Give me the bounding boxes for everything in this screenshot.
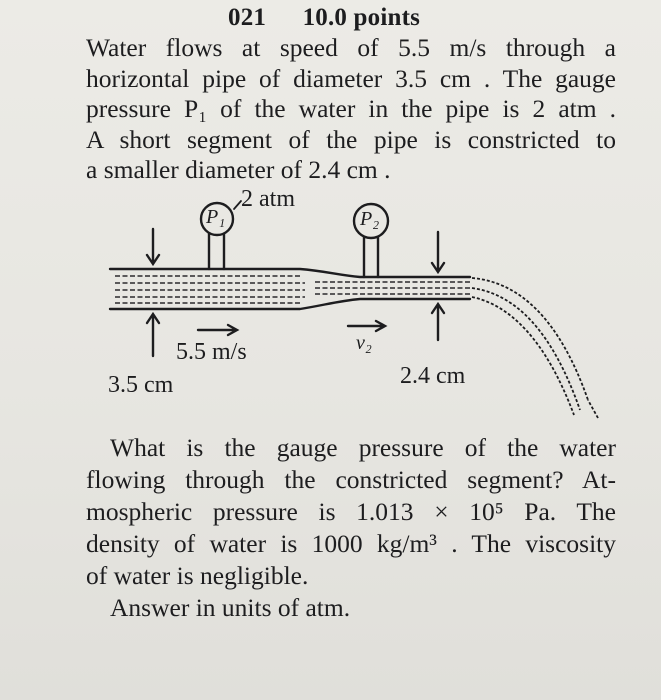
question-line: Answer in units of atm. xyxy=(110,593,351,622)
question-line: flowing through the constricted segment? At- xyxy=(86,465,616,494)
question-text xyxy=(86,432,616,624)
problem-points: 10.0 points xyxy=(302,4,421,31)
gauge-1-label: P₁ xyxy=(206,206,226,228)
statement-line: Water flows at speed of 5.5 m/s through a xyxy=(86,33,616,62)
gauge-1-stem xyxy=(209,234,224,269)
question-line: What is the gauge pressure of the water xyxy=(110,433,616,462)
gauge-2-label: P₂ xyxy=(360,208,380,230)
diameter-2-label: 2.4 cm xyxy=(400,363,466,389)
problem-number: 021 xyxy=(228,4,267,31)
question-line: density of water is 1000 kg/m³ . The viscosity xyxy=(86,529,616,558)
speed-2-label: v₂ xyxy=(356,332,372,354)
water-jet xyxy=(472,278,598,418)
diameter-1-top-arrow xyxy=(147,229,159,264)
question-line: of water is negligible. xyxy=(86,561,309,590)
diameter-1-bottom-arrow xyxy=(147,314,159,356)
statement-line: pressure P₁ of the water in the pipe is 2 atm . xyxy=(86,94,616,123)
gauge-1-pressure: 2 atm xyxy=(241,186,295,212)
velocity-2-arrow xyxy=(348,321,385,331)
diameter-2-bottom-arrow xyxy=(432,304,444,340)
diameter-1-label: 3.5 cm xyxy=(108,372,174,398)
statement-line: a smaller diameter of 2.4 cm . xyxy=(86,155,391,184)
question-line: mospheric pressure is 1.013 × 10⁵ Pa. The xyxy=(86,497,616,526)
speed-1-label: 5.5 m/s xyxy=(176,339,247,365)
statement-line: A short segment of the pipe is constricted to xyxy=(86,124,616,154)
velocity-1-arrow xyxy=(198,325,237,335)
gauge-2-stem xyxy=(364,237,378,277)
gauge-1-pointer xyxy=(234,201,241,209)
pipe-bottom-wall xyxy=(110,299,470,309)
diameter-2-top-arrow xyxy=(432,232,444,272)
statement-line: horizontal pipe of diameter 3.5 cm . The gauge xyxy=(86,63,616,93)
